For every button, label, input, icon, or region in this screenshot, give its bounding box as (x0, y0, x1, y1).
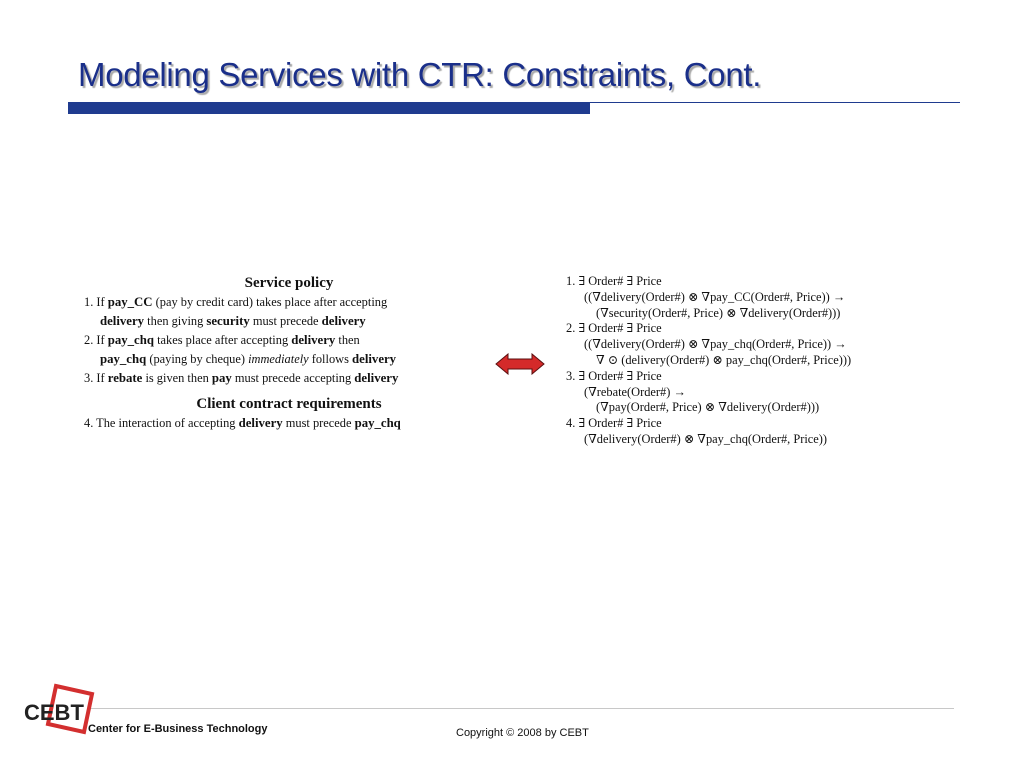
footer-divider (84, 708, 954, 709)
policy-line: 3. If rebate is given then pay must precede accepting delivery (84, 371, 399, 385)
formula-line: ((∇delivery(Order#) ⊗ ∇pay_chq(Order#, Price)) → (584, 337, 847, 352)
policy-line: 2. If pay_chq takes place after accepting delivery then (84, 333, 360, 347)
logo-text: CEBT (24, 700, 84, 725)
bold-term: delivery (354, 371, 399, 385)
bold-term: rebate (107, 371, 143, 385)
policy-line: delivery then giving security must precede delivery (100, 314, 366, 328)
double-arrow-icon (495, 353, 545, 375)
bold-term: pay (211, 371, 232, 385)
title-accent-bar (68, 103, 590, 114)
service-policy-panel (84, 274, 504, 433)
bold-term: pay_CC (107, 295, 153, 309)
formula-line: (∇rebate(Order#) → (584, 384, 686, 399)
bold-term: delivery (238, 416, 283, 430)
client-requirements-heading: Client contract requirements (196, 396, 382, 412)
footer-copyright: Copyright © 2008 by CEBT (456, 727, 589, 739)
bold-term: security (206, 314, 250, 328)
policy-line: pay_chq (paying by cheque) immediately follows delivery (100, 352, 397, 366)
italic-term: immediately (248, 352, 309, 366)
formula-line: 2. ∃ Order# ∃ Price (566, 321, 662, 336)
bold-term: pay_chq (100, 352, 147, 366)
footer-organization: Center for E-Business Technology (88, 723, 268, 735)
bold-term: pay_chq (107, 333, 154, 347)
formula-line: (∇delivery(Order#) ⊗ ∇pay_chq(Order#, Price)) (584, 431, 828, 446)
formula-line: (∇pay(Order#, Price) ⊗ ∇delivery(Order#))) (596, 400, 820, 415)
bold-term: pay_chq (354, 416, 401, 430)
bold-term: delivery (321, 314, 366, 328)
formula-line: 4. ∃ Order# ∃ Price (566, 416, 662, 431)
ctr-formulas-panel (566, 274, 966, 448)
formula-line: 1. ∃ Order# ∃ Price (566, 274, 662, 288)
formula-line: 3. ∃ Order# ∃ Price (566, 368, 662, 383)
formula-line: (∇security(Order#, Price) ⊗ ∇delivery(Order#))) (596, 305, 841, 320)
policy-line: 1. If pay_CC (pay by credit card) takes place after accepting (84, 295, 388, 309)
formula-line: ∇ ⊙ (delivery(Order#) ⊗ pay_chq(Order#, Price))) (596, 352, 852, 367)
service-policy-heading: Service policy (244, 275, 334, 291)
bold-term: delivery (291, 333, 336, 347)
bold-term: delivery (100, 314, 145, 328)
requirement-line: 4. The interaction of accepting delivery must precede pay_chq (84, 416, 401, 430)
formula-line: ((∇delivery(Order#) ⊗ ∇pay_CC(Order#, Price)) → (584, 289, 846, 304)
slide-title: Modeling Services with CTR: Constraints, Cont. (78, 56, 762, 93)
bold-term: delivery (352, 352, 397, 366)
